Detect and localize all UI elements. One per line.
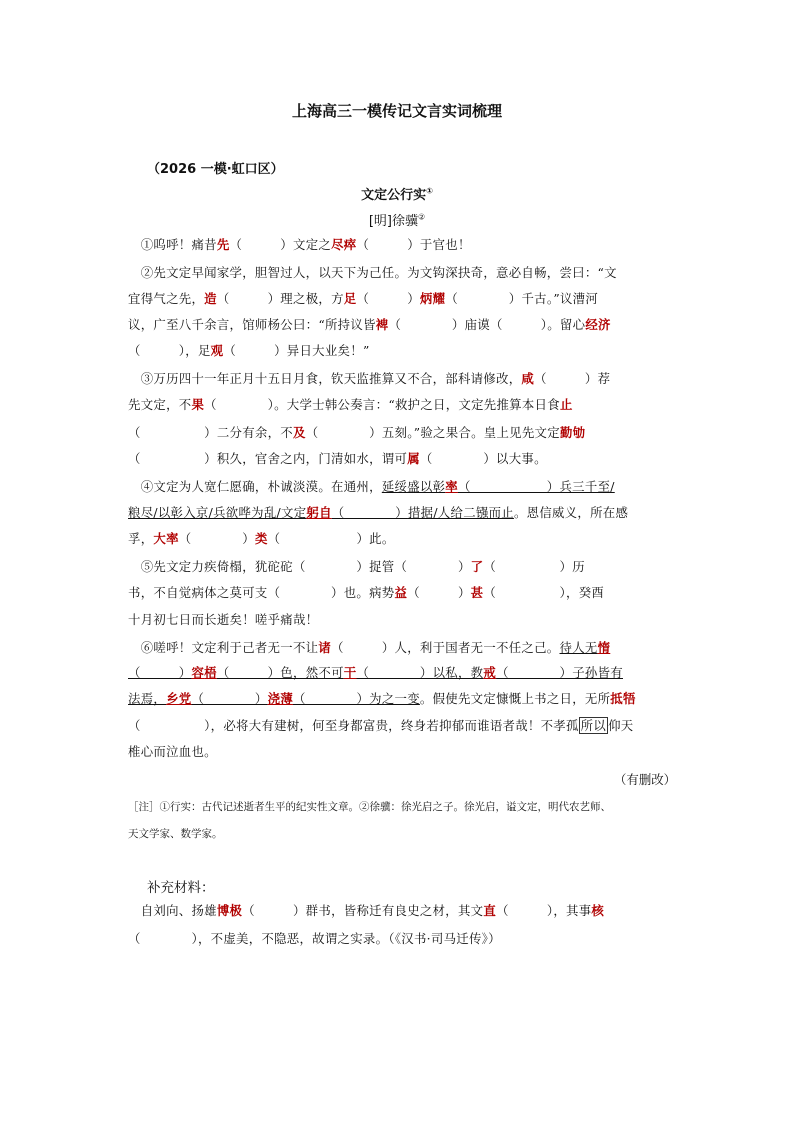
text-segment: 十月初七日而长逝矣！嗟乎痛哉！ [128,612,319,627]
passage-line [128,236,678,254]
text-segment: ①呜呼！痛昔 [128,237,217,252]
keyword-highlight: 直 [483,903,497,918]
passage-line [128,478,678,496]
underlined-sentence: （ ）兵三千至/ [457,479,615,494]
author-text: [明]徐骥 [368,214,418,229]
keyword-highlight: 梧 [204,665,217,680]
passage-line [128,504,678,522]
keyword-highlight: 足 [343,291,357,306]
keyword-highlight: 乡党 [166,691,192,706]
passage-title [0,184,794,203]
text-segment: （ ），不虚美，不隐恶，故谓之实录。（《汉书·司马迁传》） [128,931,501,946]
passage-line [128,530,678,548]
keyword-highlight: 类 [254,531,268,546]
passage-line [128,639,678,657]
keyword-highlight: 甚 [470,585,484,600]
text-segment: （ ）五刻。”验之果合。皇上见先文定 [305,425,560,440]
keyword-highlight: 核 [591,903,605,918]
keyword-highlight: 观 [210,343,224,358]
keyword-highlight: 博极 [216,903,243,918]
underlined-sentence: （ ）为之一变 [293,691,420,706]
underlined-sentence: （ ） [331,505,408,520]
underlined-sentence: （ ）色，然不可 [216,665,344,680]
underlined-sentence: 延绥盛以彰 [381,479,446,494]
text-segment: （ ）积久，官舍之内，门清如水，谓可 [128,451,408,466]
deleted-note: （有删改） [614,772,676,787]
text-segment: （ ），其事 [496,903,592,918]
underlined-sentence: 措据/人给二镪而止 [407,505,514,520]
keyword-highlight: 止 [559,397,573,412]
text-segment: 。假使先文定慷慨上书之日，无所 [419,691,611,706]
text-segment: 椎心而泣血也。 [128,744,217,759]
passage-title-text: 文定公行实 [361,188,427,203]
author-note: ② [417,212,426,222]
text-segment: （ ） [407,585,471,600]
passage-author [0,210,794,229]
keyword-highlight: 造 [204,291,217,306]
text-segment: （ ）文定之 [229,237,332,252]
passage-line [128,584,678,602]
underlined-sentence: 待人无 [559,640,598,655]
keyword-highlight: 了 [470,559,484,574]
text-segment: （ ），癸酉 [483,585,605,600]
passage-line [128,342,678,360]
passage-line [128,664,678,682]
passage-line [128,450,678,468]
boxed-word: 所以 [580,718,607,733]
passage-line [128,290,678,308]
keyword-highlight: 炳耀 [419,291,446,306]
keyword-highlight: 尽瘁 [331,237,357,252]
text-segment: ⑤先文定力疾倚榻，犹砣砣（ ）捉管（ ） [128,559,471,574]
underlined-sentence: （ ）子孙皆有 [496,665,623,680]
keyword-highlight: 率 [445,479,458,494]
text-segment: ⑥嗟呼！文定利于己者无一不让 [128,640,319,655]
keyword-highlight: 经济 [585,317,611,332]
text-segment: （ ）。大学士韩公奏言：“救护之日，文定先推算本日食 [204,397,560,412]
underlined-sentence: （ ） [128,665,192,680]
keyword-highlight: 裨 [375,317,389,332]
text-segment: （ ）于官也！ [356,237,471,252]
keyword-highlight: 果 [191,397,205,412]
underlined-sentence: 粮尽/以彰入京/兵欲哗为乱/文定 [128,505,307,520]
underlined-sentence: （ ）以私，教 [356,665,484,680]
passage-line [128,370,678,388]
text-segment: ③万历四十一年正月十五日月食，钦天监推算又不合，部科请修改， [128,371,522,386]
passage-line [128,316,678,334]
keyword-highlight: 浇薄 [267,691,294,706]
keyword-highlight: 抵牾 [610,691,636,706]
passage-line [128,743,678,761]
footnote-line-2: 天文学家、数学家。 [128,828,223,840]
text-segment: 书，不自觉病体之莫可支（ ）也。病势 [128,585,395,600]
supplement-line [128,902,678,920]
passage-line [128,717,678,735]
text-segment: 议，广至八千余言，馆师杨公曰：“所持议皆 [128,317,376,332]
keyword-highlight: 躬自 [306,505,332,520]
text-segment: 。恩信威义，所在感 [513,505,629,520]
text-segment: （ ）庙谟（ ）。留心 [388,317,586,332]
document-title: 上海高三一模传记文言实词梳理 [291,102,502,120]
text-segment: （ ）历 [483,559,585,574]
text-segment: 宜得气之先， [128,291,205,306]
passage-line [128,264,678,282]
text-segment: 自刘向、扬雄 [128,903,217,918]
underlined-sentence: 法焉， [128,691,167,706]
keyword-highlight: 先 [216,237,230,252]
keyword-highlight: 容 [191,665,205,680]
keyword-highlight: 属 [407,451,420,466]
passage-line [128,424,678,442]
keyword-highlight: 勤劬 [559,425,586,440]
keyword-highlight: 诸 [318,640,332,655]
text-segment: （ ），必将大有建树，何至身都富贵，终身若抑郁而谁语者哉！不孝孤 [128,718,579,733]
text-segment: （ ），足 [128,343,211,358]
text-segment: ④文定为人宽仁愿确，朴诚淡漠。在通州， [128,479,382,494]
keyword-highlight: 益 [394,585,408,600]
keyword-highlight: 戒 [483,665,497,680]
text-segment: （ ）千古。”议漕河 [445,291,599,306]
passage-line [128,396,678,414]
text-segment: （ ） [178,531,255,546]
text-segment: （ ）以大事。 [419,451,547,466]
text-segment: ②先文定早闻家学，胆智过人，以天下为己任。为文钩深抉奇，意必自畅，尝曰：“文 [128,265,617,280]
text-segment: 先文定，不 [128,397,192,412]
text-segment: （ ） [356,291,420,306]
text-segment: （ ）理之极，方 [216,291,344,306]
text-segment: （ ）此。 [267,531,395,546]
text-segment: （ ）荐 [534,371,611,386]
keyword-highlight: 大率 [153,531,179,546]
passage-title-note: ① [426,186,433,196]
text-segment: 仰天 [608,718,634,733]
keyword-highlight: 干 [343,665,357,680]
supplement-line [128,930,678,948]
footnote-line-1: ［注］①行实：古代记述逝者生平的纪实性文章。②徐骥：徐光启之子。徐光启，谥文定，明代农艺师、 [128,801,611,813]
text-segment: （ ）二分有余，不 [128,425,293,440]
underlined-sentence: （ ） [191,691,268,706]
text-segment: （ ）群书，皆称迁有良史之材，其文 [242,903,484,918]
passage-line [128,558,678,576]
supplement-heading: 补充材料： [147,880,215,896]
exam-source: （2026 一模·虹口区） [147,162,284,177]
passage-line [128,690,678,708]
keyword-highlight: 惰 [597,640,611,655]
text-segment: （ ）异日大业矣！” [223,343,370,358]
passage-line [128,611,678,629]
keyword-highlight: 及 [292,425,306,440]
text-segment: （ ）人，利于国者无一不任之己。 [331,640,560,655]
text-segment: 孚， [128,531,154,546]
keyword-highlight: 咸 [521,371,535,386]
